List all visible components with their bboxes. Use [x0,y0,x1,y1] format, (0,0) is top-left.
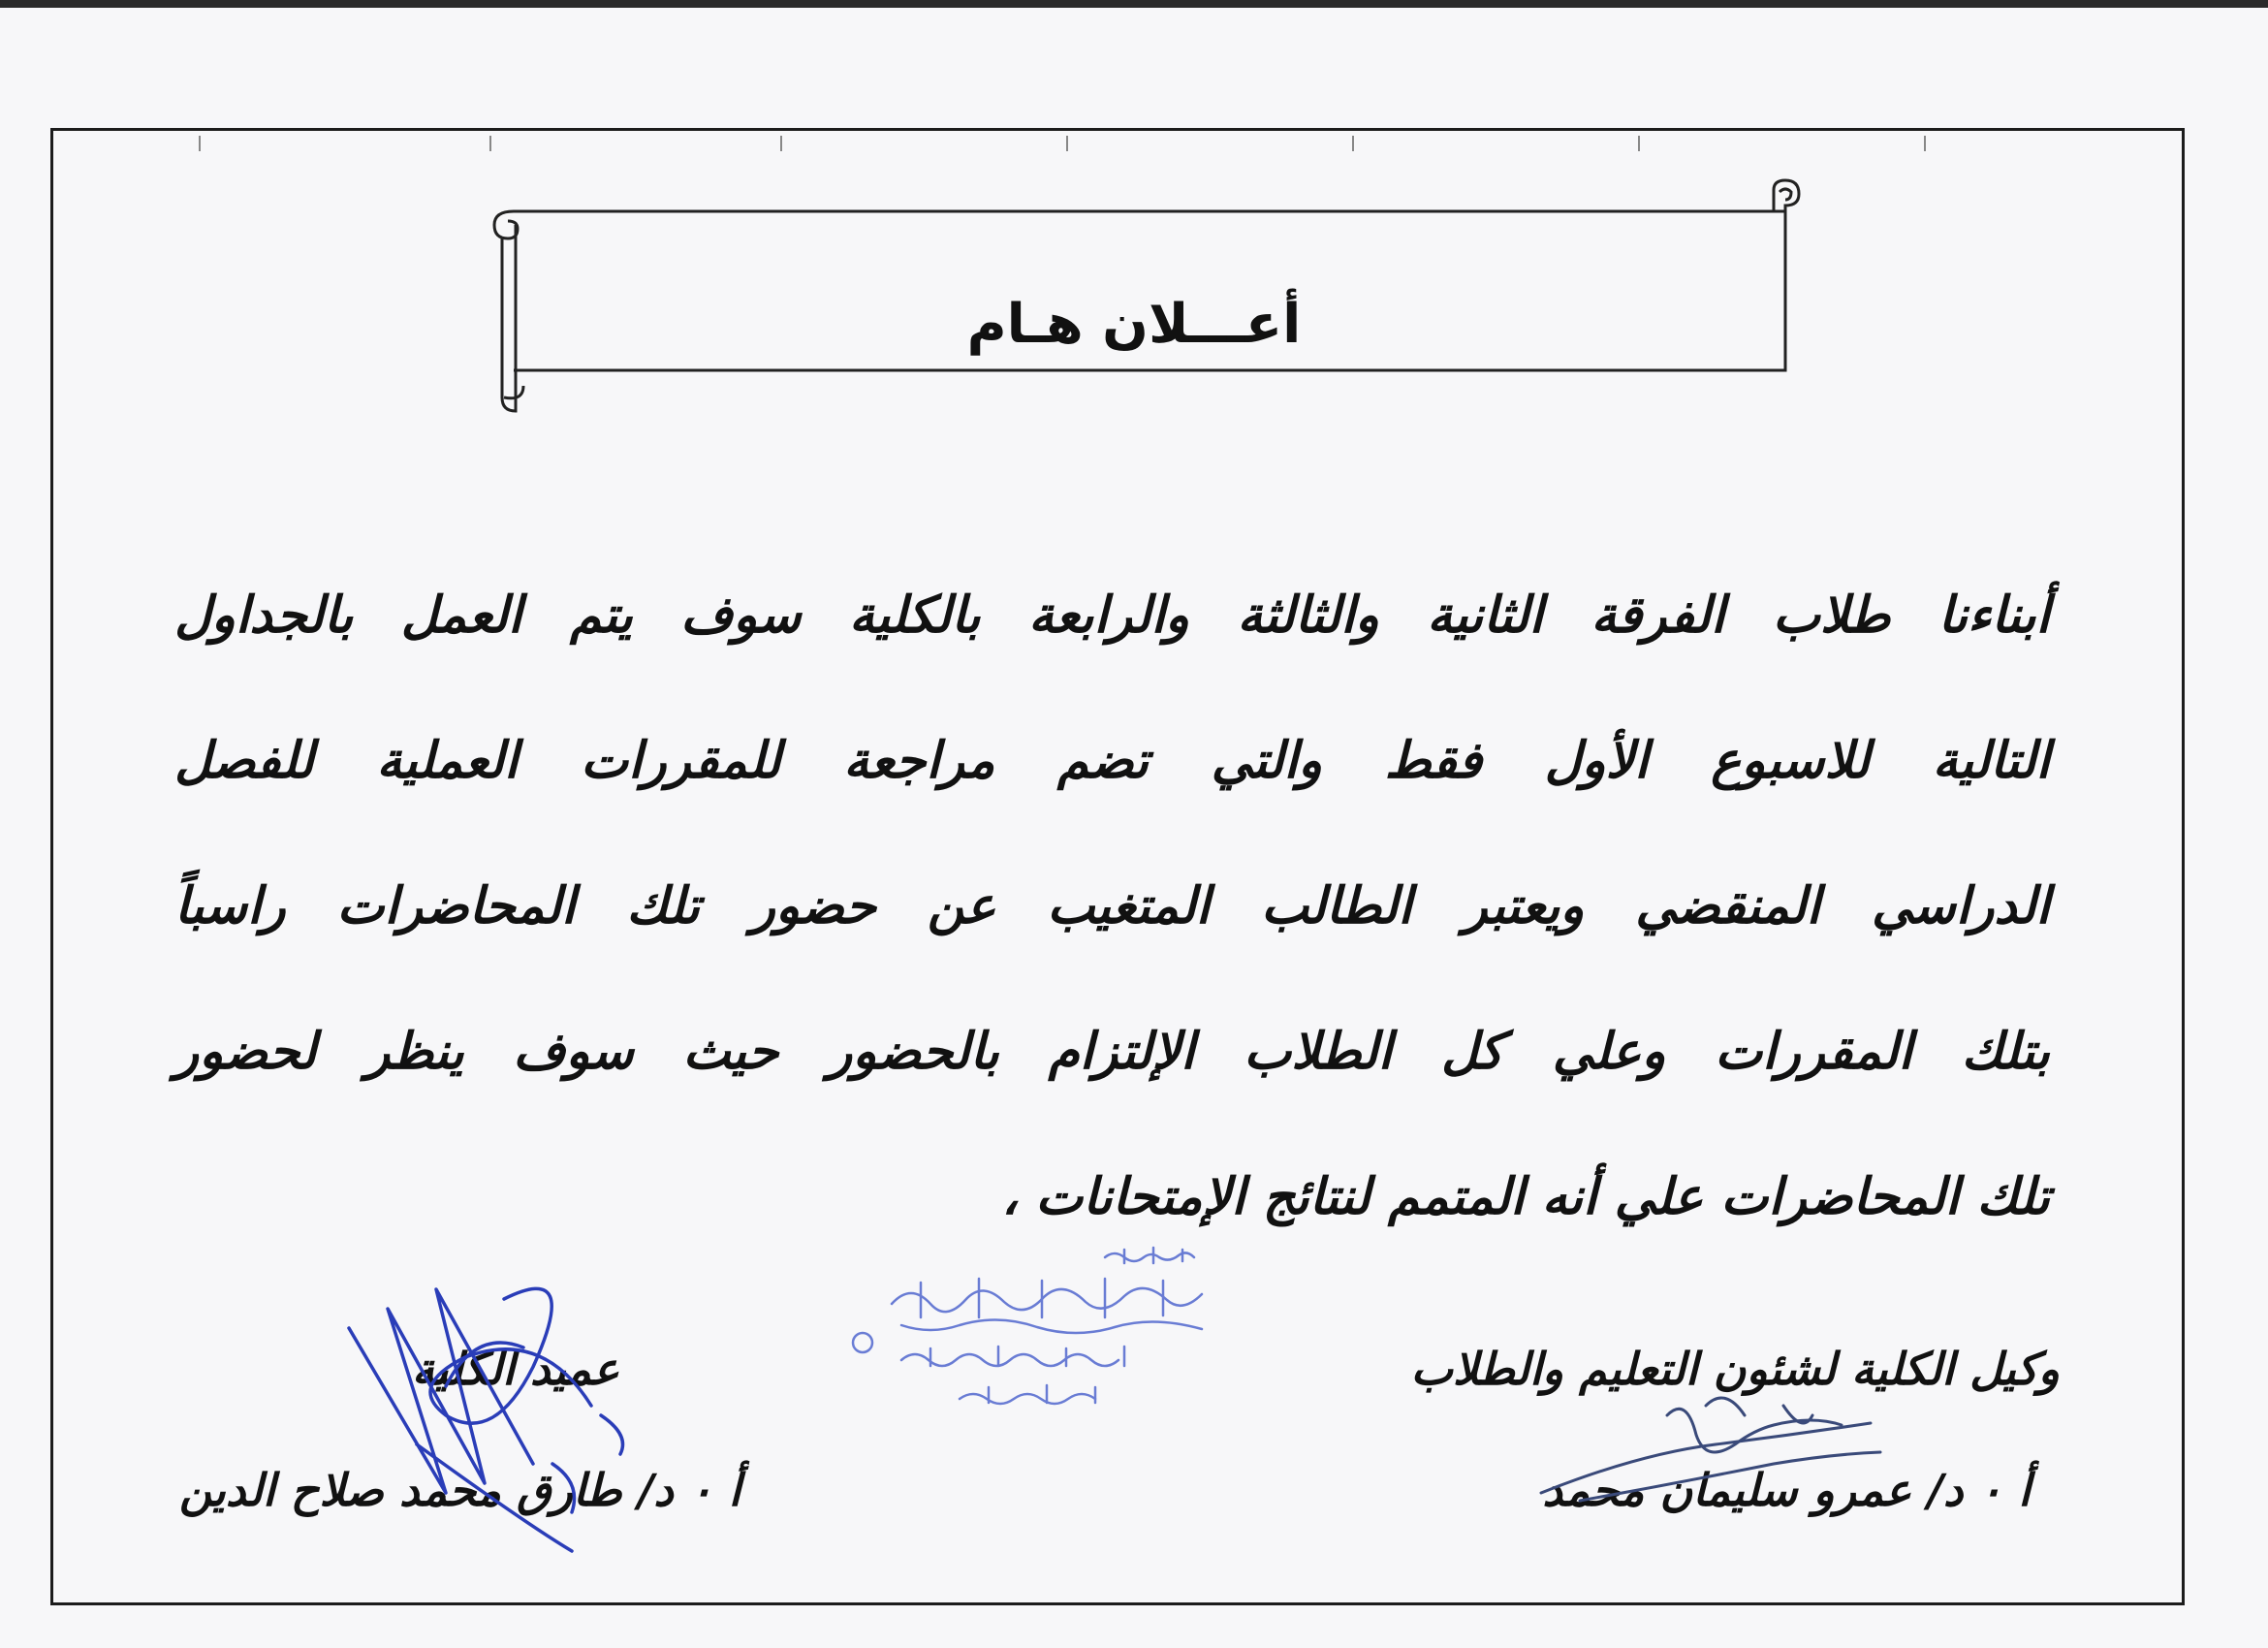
announcement-body [174,543,2050,1270]
vice-dean-role: وكيل الكلية لشئون التعليم والطلاب [1410,1343,2060,1395]
scroll-banner [0,0,2268,446]
body-line: أبناءنا طلاب الفرقة الثانية والثالثة والرابعة بالكلية سوف يتم العمل بالجداول [174,586,2050,645]
dean-name: أ ٠ د/ طارق محمد صلاح الدين [179,1464,741,1516]
announcement-title: أعـــلان هـام [966,293,1302,356]
body-line: بتلك المقررات وعلي كل الطلاب الإلتزام بالحضور حيث سوف ينظر لحضور [174,1022,2050,1081]
body-line: تلك المحاضرات علي أنه المتمم لنتائج الإمتحانات ، [1001,1167,2050,1226]
body-line: الدراسي المنقضي ويعتبر الطالب المتغيب عن حضور تلك المحاضرات راسباً [174,876,2050,935]
dean-role: عميد الكلية [412,1343,620,1395]
vice-dean-name: أ ٠ د/ عمرو سليمان محمد [1542,1464,2031,1516]
body-line: التالية للاسبوع الأول فقط والتي تضم مراجعة للمقررات العملية للفصل [174,731,2050,790]
dean-signature [330,1270,678,1561]
vice-dean-signature [1522,1377,1890,1512]
official-stamp [834,1236,1289,1430]
